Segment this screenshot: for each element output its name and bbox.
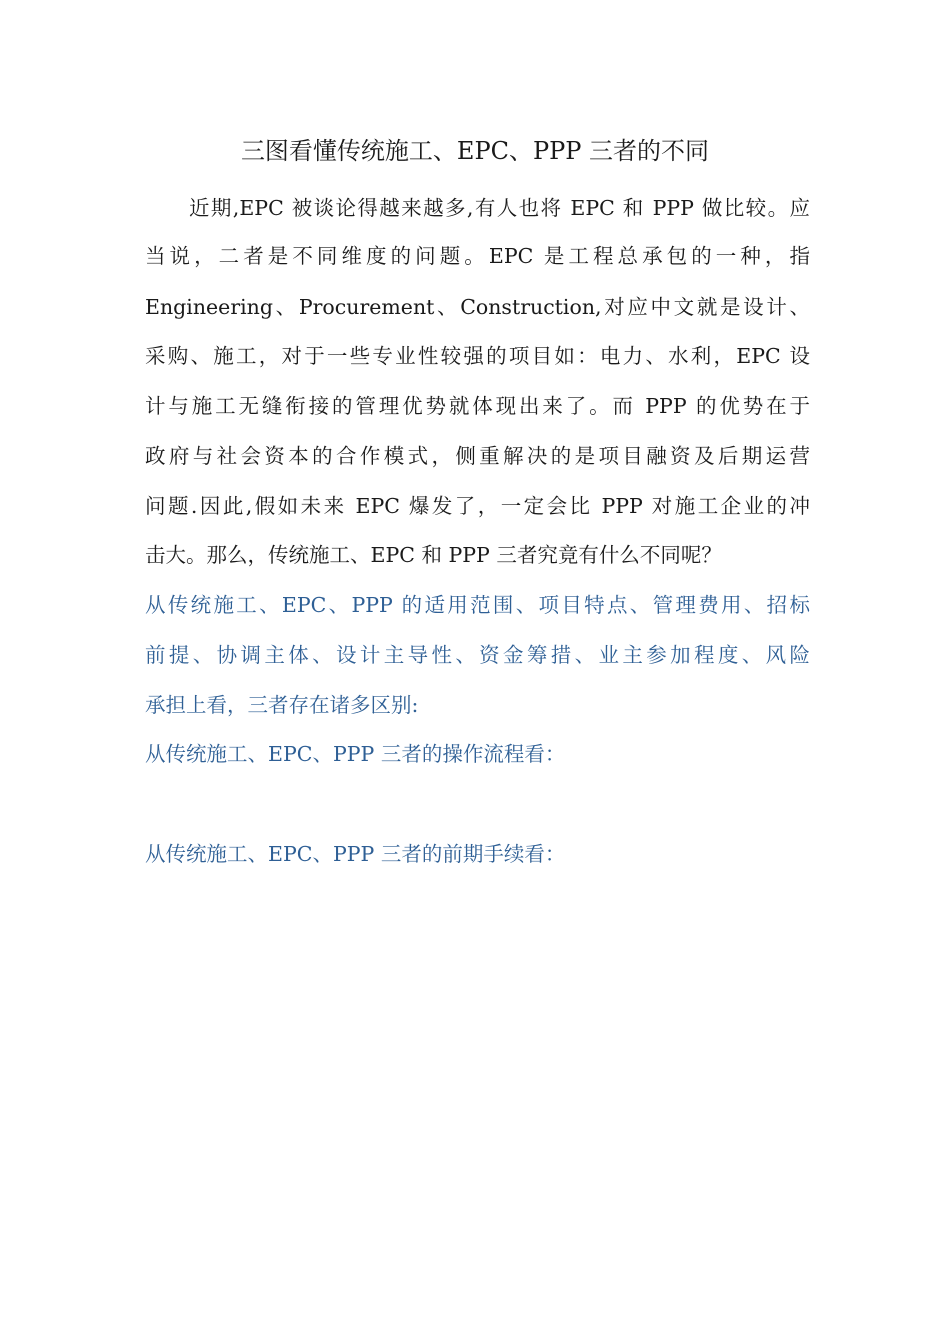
document-title: 三图看懂传统施工、EPC、PPP 三者的不同	[240, 137, 710, 165]
section1-line-3: 承担上看，三者存在诸多区别:	[145, 693, 419, 717]
intro-line-8: 击大。那么，传统施工、EPC 和 PPP 三者究竟有什么不同呢？	[145, 543, 722, 567]
section2-heading: 从传统施工、EPC、PPP 三者的操作流程看：	[145, 742, 566, 766]
intro-line-4: 采购、施工，对于一些专业性较强的项目如：电力、水利，EPC 设	[145, 344, 810, 368]
section1-line-2: 前提、协调主体、设计主导性、资金筹措、业主参加程度、风险	[145, 643, 810, 667]
section1-line-1: 从传统施工、EPC、PPP 的适用范围、项目特点、管理费用、招标	[145, 593, 810, 617]
intro-line-1: 近期,EPC 被谈论得越来越多,有人也将 EPC 和 PPP 做比较。应	[189, 196, 810, 220]
intro-line-2: 当说，二者是不同维度的问题。EPC 是工程总承包的一种，指	[145, 244, 810, 268]
intro-line-5: 计与施工无缝衔接的管理优势就体现出来了。而 PPP 的优势在于	[145, 394, 810, 418]
intro-line-7: 问题.因此,假如未来 EPC 爆发了，一定会比 PPP 对施工企业的冲	[145, 494, 810, 518]
intro-line-3: Engineering、Procurement、Construction,对应中文就是设计、	[145, 295, 810, 319]
section3-heading: 从传统施工、EPC、PPP 三者的前期手续看：	[145, 842, 566, 866]
intro-line-6: 政府与社会资本的合作模式，侧重解决的是项目融资及后期运营	[145, 444, 810, 468]
